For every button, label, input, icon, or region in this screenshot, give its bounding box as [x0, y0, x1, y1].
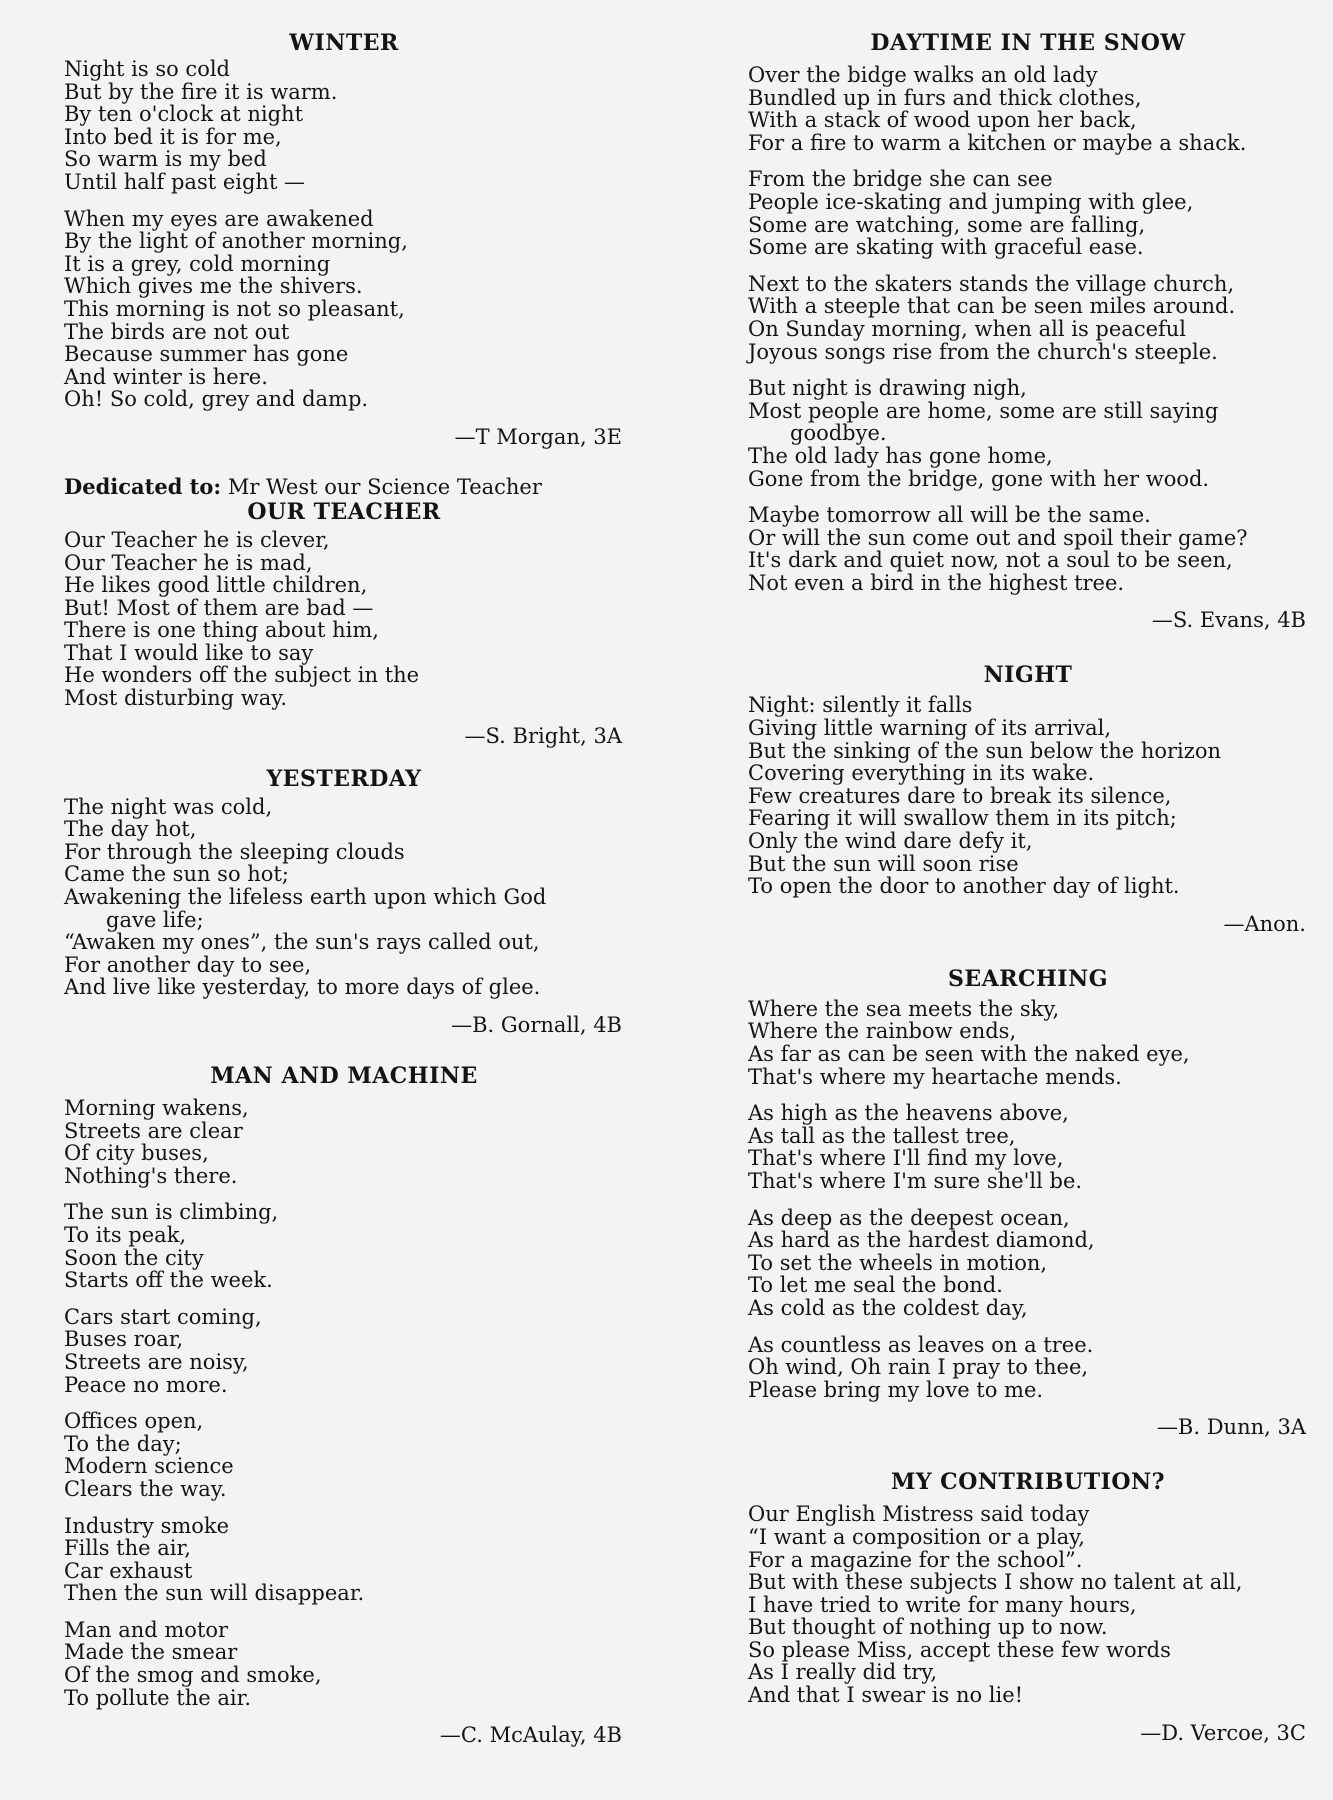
poem-line: This morning is not so pleasant,	[64, 296, 405, 321]
poem-line: Starts off the week.	[64, 1268, 273, 1293]
poem-line: By ten o'clock at night	[64, 102, 304, 127]
poem-line: To let me seal the bond.	[748, 1273, 1003, 1298]
stanza	[748, 1102, 1308, 1192]
stanza	[748, 1334, 1308, 1402]
poem-line: Our Teacher he is mad,	[64, 550, 313, 575]
poem-line: When my eyes are awakened	[64, 206, 374, 231]
right-column	[748, 30, 1308, 1745]
poem-line: For a fire to warm a kitchen or maybe a shack.	[748, 130, 1247, 155]
poem-line: Of city buses,	[64, 1141, 209, 1166]
poem-line: For another day to see,	[64, 952, 312, 977]
poem-line: He wonders off the subject in the	[64, 663, 420, 688]
poem-line: Only the wind dare defy it,	[748, 829, 1033, 854]
poem-line: As tall as the tallest tree,	[748, 1123, 1016, 1148]
stanza	[64, 1515, 624, 1605]
poem-line: As high as the heavens above,	[748, 1101, 1069, 1126]
poem-daytime-in-the-snow	[748, 30, 1308, 632]
poem-line: Gone from the bridge, gone with her wood.	[748, 466, 1210, 491]
poem-line: It is a grey, cold morning	[64, 251, 331, 276]
poem-line: Oh! So cold, grey and damp.	[64, 387, 369, 412]
poem-line: Bundled up in furs and thick clothes,	[748, 85, 1142, 110]
poem-line: There is one thing about him,	[64, 618, 379, 643]
stanza	[748, 1207, 1308, 1320]
stanza	[64, 1097, 624, 1187]
poem-author: —C. McAulay, 4B	[439, 1723, 622, 1748]
poem-line: As countless as leaves on a tree.	[748, 1332, 1094, 1357]
poem-line: So warm is my bed	[64, 147, 267, 172]
stanza	[64, 1619, 624, 1709]
poem-line: Night: silently it falls	[748, 693, 973, 718]
poem-line: Cars start coming,	[64, 1304, 262, 1329]
poem-line: “Awaken my ones”, the sun's rays called out,	[64, 930, 540, 955]
stanza	[64, 796, 624, 999]
poem-line: “I want a composition or a play,	[748, 1524, 1085, 1549]
poem-man-and-machine	[64, 1063, 624, 1747]
poem-line: But! Most of them are bad —	[64, 595, 374, 620]
poem-line: I have tried to write for many hours,	[748, 1592, 1137, 1617]
poem-line: But the sun will soon rise	[748, 851, 1019, 876]
poem-line: Night is so cold	[64, 57, 231, 81]
poem-line: Man and motor	[64, 1617, 229, 1642]
poem-line: Maybe tomorrow all will be the same.	[748, 503, 1151, 528]
poem-line: Streets are clear	[64, 1118, 243, 1143]
poem-line: The sun is climbing,	[64, 1200, 279, 1225]
poem-line: Buses roar,	[64, 1327, 184, 1352]
poem-line: Not even a bird in the highest tree.	[748, 570, 1125, 595]
poem-line-continuation: gave life;	[106, 907, 204, 932]
poem-line: Covering everything in its wake.	[748, 761, 1095, 786]
poem-yesterday	[64, 766, 624, 1037]
poem-line: Some are watching, some are falling,	[748, 212, 1146, 237]
poem-author: —T Morgan, 3E	[454, 424, 622, 449]
poem-line: Until half past eight —	[64, 169, 306, 194]
stanza	[748, 273, 1308, 363]
poem-author: —S. Bright, 3A	[464, 723, 622, 748]
poem-line: Awakening the lifeless earth upon which God	[64, 885, 547, 910]
poem-line: For through the sleeping clouds	[64, 839, 405, 864]
poem-line: But by the fire it is warm.	[64, 79, 338, 104]
poem-line: But the sinking of the sun below the horizon	[748, 738, 1222, 763]
poem-line: Nothing's there.	[64, 1163, 238, 1188]
poem-title: SEARCHING	[948, 965, 1108, 992]
poem-line: On Sunday morning, when all is peaceful	[748, 316, 1187, 341]
poem-line: With a stack of wood upon her back,	[748, 108, 1137, 133]
poem-author: —S. Evans, 4B	[1151, 608, 1306, 633]
poem-line: But with these subjects I show no talent at all,	[748, 1570, 1243, 1595]
left-column	[64, 30, 624, 1747]
dedication-label: Dedicated to:	[64, 473, 222, 499]
poem-line: That's where my heartache mends.	[748, 1064, 1122, 1089]
poem-line: Of the smog and smoke,	[64, 1663, 322, 1688]
poem-line: Giving little warning of its arrival,	[748, 716, 1112, 741]
poem-title: DAYTIME IN THE SNOW	[870, 30, 1186, 56]
poem-line: And that I swear is no lie!	[748, 1683, 1024, 1708]
poem-line: To set the wheels in motion,	[748, 1250, 1048, 1275]
poem-line: And winter is here.	[64, 364, 268, 389]
poem-line: To open the door to another day of light.	[748, 874, 1180, 899]
poem-line: Clears the way.	[64, 1476, 227, 1501]
poem-line: The old lady has gone home,	[748, 443, 1053, 468]
poem-line: By the light of another morning,	[64, 229, 408, 254]
poem-title: OUR TEACHER	[247, 498, 441, 525]
stanza	[748, 64, 1308, 154]
stanza	[748, 694, 1308, 897]
poem-line: That I would like to say	[64, 640, 314, 665]
poem-author: —B. Gornall, 4B	[451, 1013, 622, 1037]
stanza	[64, 58, 624, 194]
poem-line: Few creatures dare to break its silence,	[748, 783, 1172, 808]
poem-author: —D. Vercoe, 3C	[1140, 1720, 1306, 1745]
poem-title: MAN AND MACHINE	[210, 1063, 478, 1089]
poem-line: So please Miss, accept these few words	[748, 1637, 1171, 1662]
poem-line: Over the bidge walks an old lady	[748, 63, 1098, 87]
poem-line: It's dark and quiet now, not a soul to be seen,	[748, 548, 1233, 573]
poem-line: Some are skating with graceful ease.	[748, 235, 1144, 260]
poem-line: He likes good little children,	[64, 573, 368, 598]
poem-line: To pollute the air.	[64, 1685, 251, 1710]
poem-line: Which gives me the shivers.	[64, 274, 363, 299]
poem-line: As far as can be seen with the naked eye,	[748, 1042, 1190, 1066]
poem-line: That's where I'm sure she'll be.	[748, 1168, 1083, 1193]
stanza	[748, 998, 1308, 1088]
stanza	[64, 1201, 624, 1291]
poem-line: Our Teacher he is clever,	[64, 527, 330, 552]
poem-line: Came the sun so hot;	[64, 862, 289, 887]
poem-line: Modern science	[64, 1454, 234, 1479]
poem-line: Car exhaust	[64, 1558, 193, 1583]
poem-line: Fearing it will swallow them in its pitch;	[748, 806, 1177, 831]
poem-title: WINTER	[289, 30, 399, 56]
poem-line: People ice-skating and jumping with glee,	[748, 189, 1194, 214]
poem-line: Industry smoke	[64, 1513, 230, 1538]
poem-line: For a magazine for the school”.	[748, 1547, 1083, 1572]
poem-line: Joyous songs rise from the church's steeple.	[748, 339, 1218, 364]
poem-winter	[64, 30, 624, 449]
poem-line: The night was cold,	[64, 794, 273, 819]
poem-our-teacher	[64, 499, 624, 748]
stanza	[748, 504, 1308, 594]
dedication-text: Mr West our Science Teacher	[227, 474, 542, 499]
stanza	[64, 1410, 624, 1500]
poem-line: Offices open,	[64, 1409, 204, 1434]
poem-line: Where the sea meets the sky,	[748, 996, 1060, 1021]
stanza	[64, 208, 624, 411]
poem-line: Because summer has gone	[64, 342, 349, 367]
poem-line: To the day;	[64, 1431, 182, 1456]
poem-line: To its peak,	[64, 1222, 187, 1247]
poem-line: Made the smear	[64, 1640, 238, 1665]
poem-line: As hard as the hardest diamond,	[748, 1228, 1095, 1253]
poem-line: The day hot,	[64, 817, 197, 842]
poem-line: Where the rainbow ends,	[748, 1019, 1017, 1044]
poem-night	[748, 662, 1308, 935]
stanza	[64, 1306, 624, 1396]
poem-searching	[748, 966, 1308, 1440]
poem-line: Into bed it is for me,	[64, 124, 282, 149]
poem-line: But night is drawing nigh,	[748, 376, 1027, 401]
poem-line: The birds are not out	[64, 319, 290, 344]
poem-line: Oh wind, Oh rain I pray to thee,	[748, 1355, 1089, 1380]
poem-title: NIGHT	[983, 662, 1073, 689]
poem-line: Please bring my love to me.	[748, 1377, 1044, 1402]
poem-line: As deep as the deepest ocean,	[748, 1205, 1070, 1230]
poem-author: —B. Dunn, 3A	[1156, 1415, 1306, 1440]
poem-line-continuation: goodbye.	[790, 421, 887, 446]
poem-line: As I really did try,	[748, 1660, 938, 1685]
stanza	[748, 377, 1308, 490]
poem-author: —Anon.	[1223, 911, 1306, 936]
poem-line: With a steeple that can be seen miles around.	[748, 294, 1236, 319]
poem-my-contribution	[748, 1469, 1308, 1744]
dedication	[64, 475, 624, 499]
poem-line: Morning wakens,	[64, 1096, 249, 1120]
poem-title: YESTERDAY	[266, 765, 422, 792]
poem-line: As cold as the coldest day,	[748, 1295, 1028, 1320]
poem-line: Our English Mistress said today	[748, 1502, 1090, 1527]
stanza	[748, 1503, 1308, 1706]
poem-line: Or will the sun come out and spoil their game?	[748, 525, 1248, 550]
poem-line: From the bridge she can see	[748, 167, 1053, 192]
poem-line: Next to the skaters stands the village church,	[748, 271, 1235, 296]
poem-line: Soon the city	[64, 1245, 204, 1270]
stanza	[748, 168, 1308, 258]
stanza	[64, 529, 624, 710]
poem-line: Streets are noisy,	[64, 1349, 249, 1374]
poem-line: Then the sun will disappear.	[64, 1581, 365, 1606]
poem-line: Fills the air,	[64, 1536, 191, 1561]
poem-line: But thought of nothing up to now.	[748, 1615, 1108, 1640]
poem-line: That's where I'll find my love,	[748, 1146, 1064, 1171]
poem-line: Peace no more.	[64, 1372, 228, 1397]
poem-line: Most people are home, some are still saying	[748, 398, 1219, 423]
poem-line: And live like yesterday, to more days of glee.	[64, 975, 541, 1000]
poem-line: Most disturbing way.	[64, 686, 288, 711]
poem-title: MY CONTRIBUTION?	[890, 1469, 1166, 1496]
